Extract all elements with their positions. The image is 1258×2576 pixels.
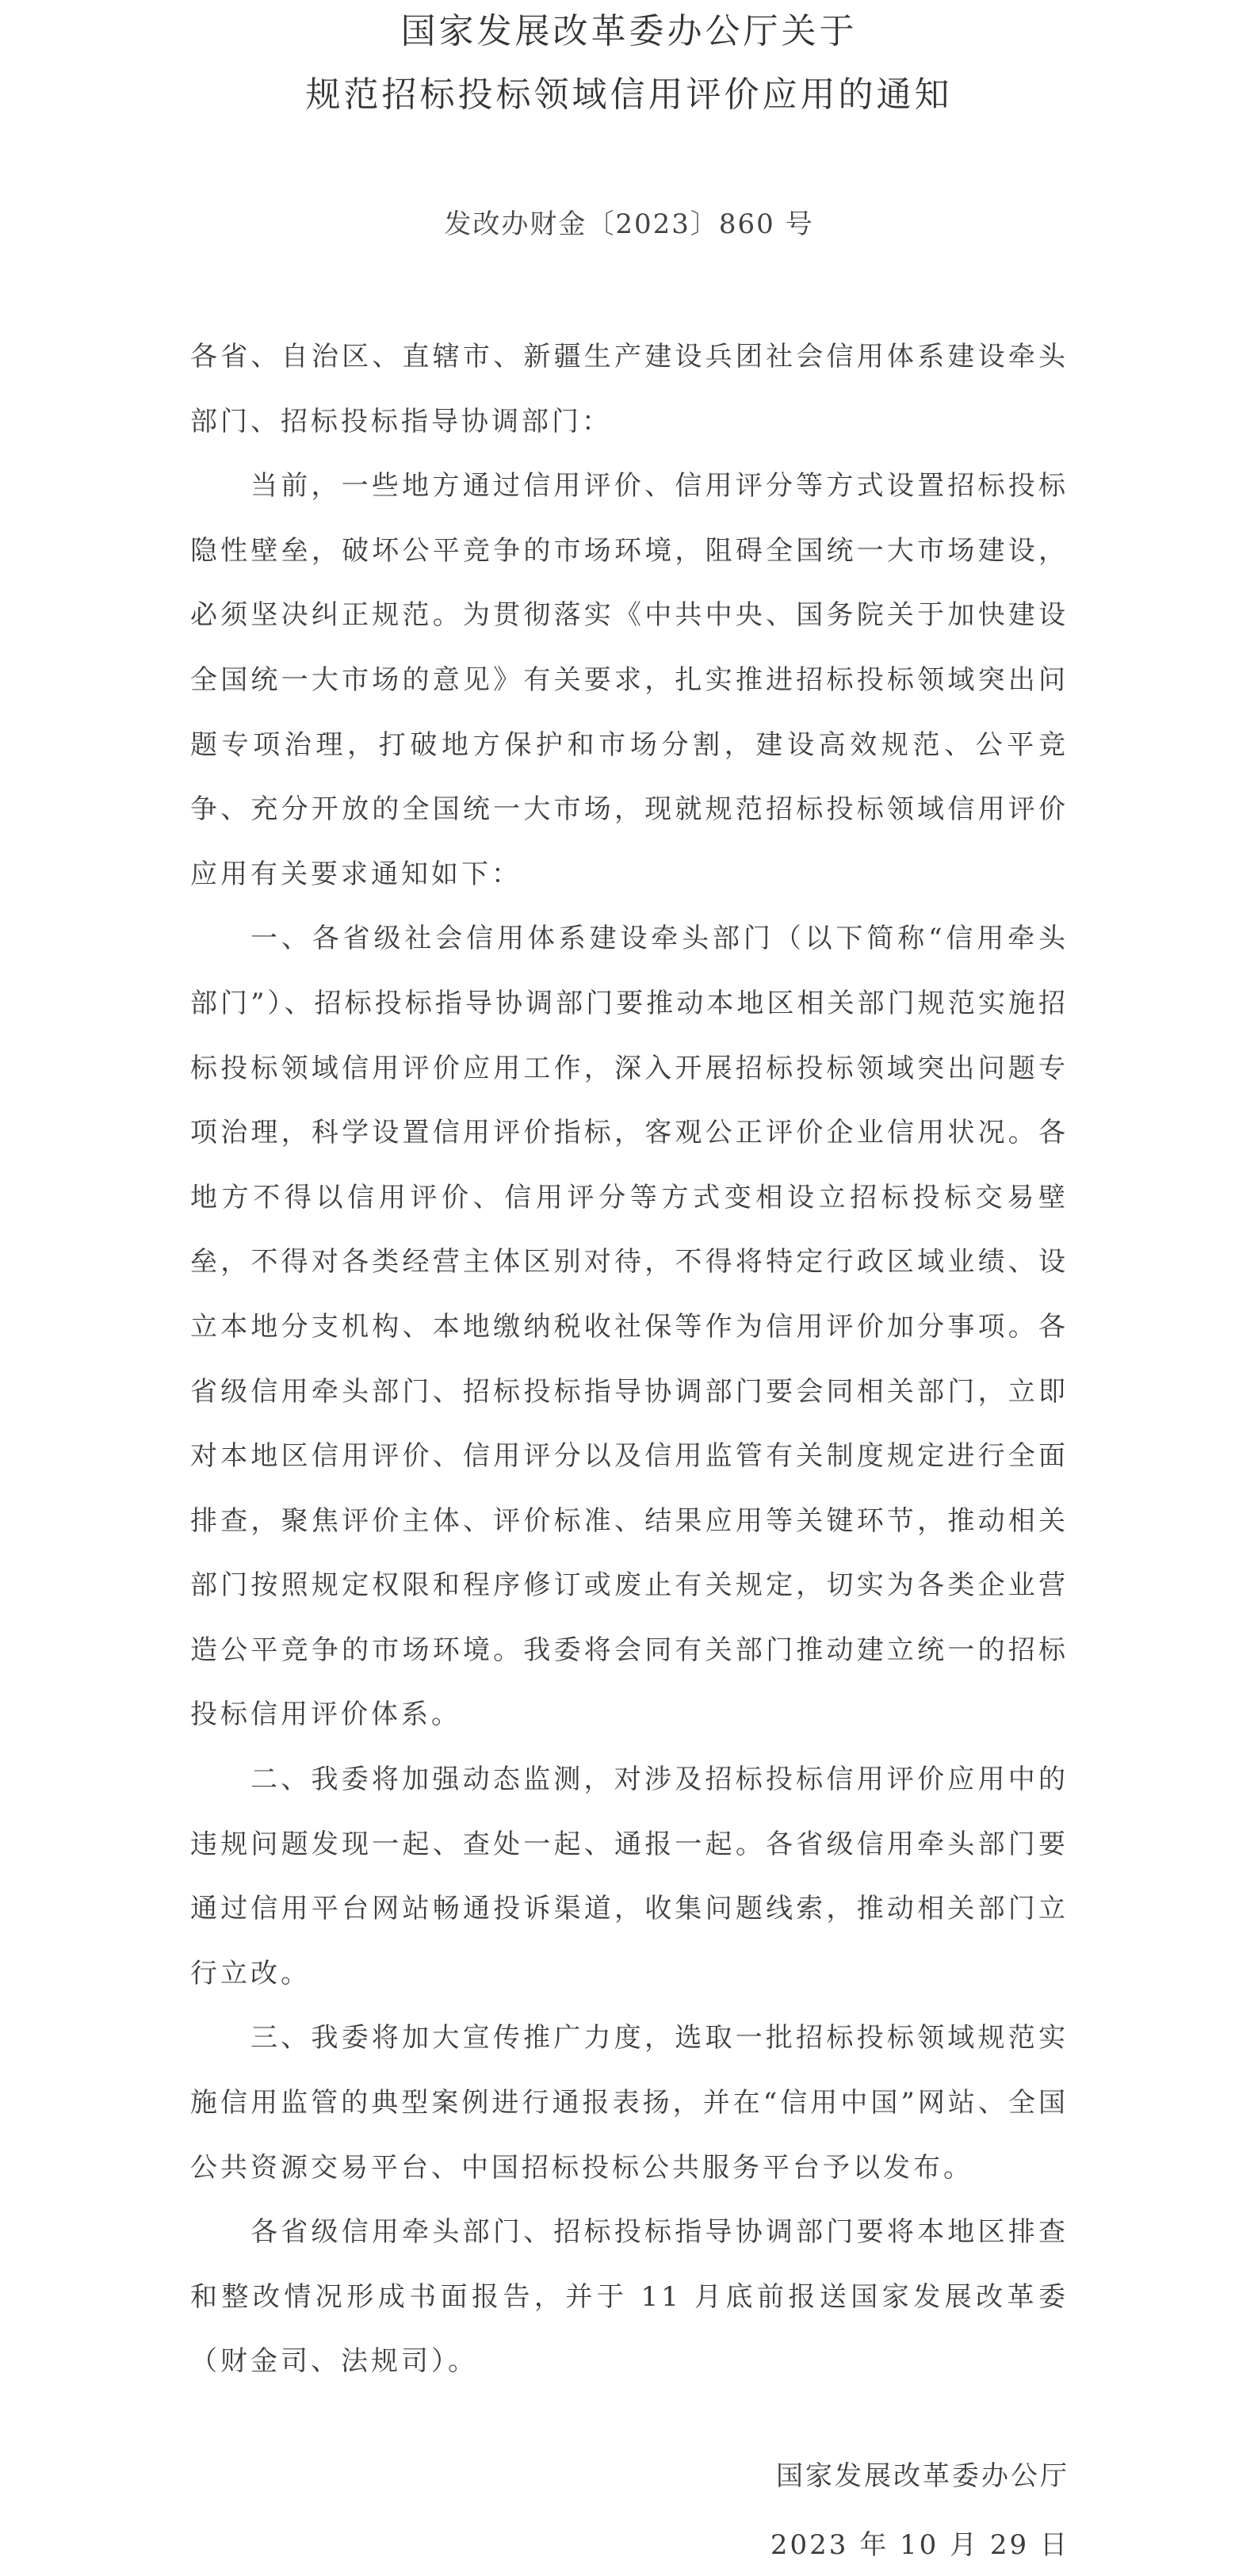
signature-date: 2023 年 10 月 29 日 (770, 2529, 1069, 2561)
document-title-line-2: 规范招标投标领域信用评价应用的通知 (305, 75, 953, 115)
paragraph-item-2: 二、我委将加强动态监测，对涉及招标投标信用评价应用中的违规问题发现一起、查处一起、通报一起。各省级信用牵头部门要通过信用平台网站畅通投诉渠道，收集问题线索，推动相关部门立行立改。 (190, 1764, 1069, 1989)
paragraph-intro: 当前，一些地方通过信用评价、信用评分等方式设置招标投标隐性壁垒，破坏公平竞争的市场环境，阻碍全国统一大市场建设，必须坚决纠正规范。为贯彻落实《中共中央、国务院关于加快建设全国统一大市场的意见》有关要求，扎实推进招标投标领域突出问题专项治理，打破地方保护和市场分割，建设高效规范、公平竞争、充分开放的全国统一大市场，现就规范招标投标领域信用评价应用有关要求通知如下： (190, 470, 1069, 890)
salutation: 各省、自治区、直辖市、新疆生产建设兵团社会信用体系建设牵头部门、招标投标指导协调部门： (190, 341, 1069, 438)
document-number: 发改办财金〔2023〕860 号 (444, 208, 814, 240)
document-title-line-1: 国家发展改革委办公厅关于 (400, 11, 858, 52)
document-body (190, 325, 1069, 2394)
paragraph-item-3: 三、我委将加大宣传推广力度，选取一批招标投标领域规范实施信用监管的典型案例进行通报表扬，并在“信用中国”网站、全国公共资源交易平台、中国招标投标公共服务平台予以发布。 (190, 2022, 1069, 2184)
signature-organization: 国家发展改革委办公厅 (776, 2460, 1069, 2492)
paragraph-item-1: 一、各省级社会信用体系建设牵头部门（以下简称“信用牵头部门”）、招标投标指导协调部门要推动本地区相关部门规范实施招标投标领域信用评价应用工作，深入开展招标投标领域突出问题专项治理，科学设置信用评价指标，客观公正评价企业信用状况。各地方不得以信用评价、信用评分等方式变相设立招标投标交易壁垒，不得对各类经营主体区别对待，不得将特定行政区域业绩、设立本地分支机构、本地缴纳税收社保等作为信用评价加分事项。各省级信用牵头部门、招标投标指导协调部门要会同相关部门，立即对本地区信用评价、信用评分以及信用监管有关制度规定进行全面排查，聚焦评价主体、评价标准、结果应用等关键环节，推动相关部门按照规定权限和程序修订或废止有关规定，切实为各类企业营造公平竞争的市场环境。我委将会同有关部门推动建立统一的招标投标信用评价体系。 (190, 923, 1069, 1731)
paragraph-closing: 各省级信用牵头部门、招标投标指导协调部门要将本地区排查和整改情况形成书面报告，并于 11 月底前报送国家发展改革委（财金司、法规司）。 (190, 2216, 1069, 2378)
